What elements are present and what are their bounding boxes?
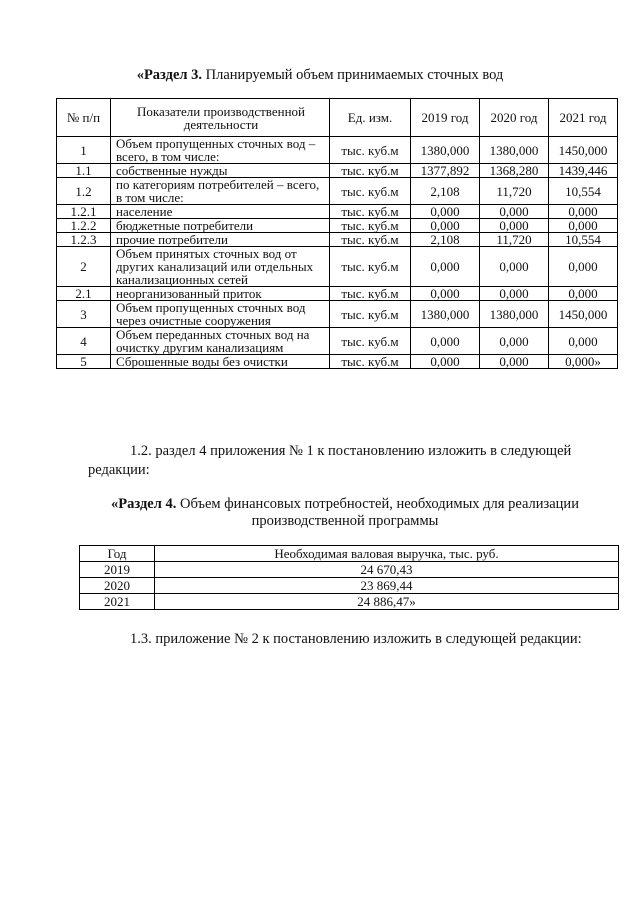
header-2020: 2020 год [480,99,549,137]
cell-y2021: 1450,000 [549,137,618,164]
cell-num: 1.1 [57,164,111,178]
table-row [57,178,618,205]
cell-name: население [111,205,330,219]
cell-value: 24 886,47» [155,594,619,610]
cell-y2019: 2,108 [411,178,480,205]
cell-y2019: 1377,892 [411,164,480,178]
cell-num: 5 [57,355,111,369]
table-row [57,137,618,164]
header-2021: 2021 год [549,99,618,137]
cell-year: 2020 [80,578,155,594]
cell-y2021: 0,000 [549,247,618,287]
cell-unit: тыс. куб.м [330,301,411,328]
cell-num: 4 [57,328,111,355]
cell-name: Объем принятых сточных вод от других канализаций или отдельных канализационных сетей [111,247,330,287]
header-year: Год [80,546,155,562]
cell-y2019: 0,000 [411,205,480,219]
cell-name: прочие потребители [111,233,330,247]
cell-y2020: 0,000 [480,219,549,233]
cell-name: неорганизованный приток [111,287,330,301]
cell-num: 1.2.1 [57,205,111,219]
table-row [57,205,618,219]
table-row [57,233,618,247]
cell-year: 2021 [80,594,155,610]
cell-y2020: 0,000 [480,247,549,287]
cell-num: 2.1 [57,287,111,301]
cell-y2020: 1380,000 [480,301,549,328]
cell-unit: тыс. куб.м [330,137,411,164]
section4-table [79,545,619,610]
table-row [80,578,619,594]
cell-unit: тыс. куб.м [330,328,411,355]
cell-num: 1.2.3 [57,233,111,247]
cell-name: Объем пропущенных сточных вод – всего, в том числе: [111,137,330,164]
section3-title: «Раздел 3. Планируемый объем принимаемых сточных вод [136,67,504,83]
table-row [57,164,618,178]
cell-name: Объем пропущенных сточных вод через очистные сооружения [111,301,330,328]
cell-y2019: 1380,000 [411,137,480,164]
cell-num: 3 [57,301,111,328]
cell-y2019: 1380,000 [411,301,480,328]
cell-num: 1.2.2 [57,219,111,233]
cell-unit: тыс. куб.м [330,287,411,301]
cell-value: 23 869,44 [155,578,619,594]
header-unit: Ед. изм. [330,99,411,137]
cell-unit: тыс. куб.м [330,178,411,205]
cell-num: 1 [57,137,111,164]
cell-y2021: 0,000 [549,287,618,301]
cell-y2020: 1368,280 [480,164,549,178]
header-value: Необходимая валовая выручка, тыс. руб. [155,546,619,562]
table-row [57,287,618,301]
header-name: Показатели производственной деятельности [111,99,330,137]
table-header-row [57,99,618,137]
cell-y2021: 0,000» [549,355,618,369]
cell-unit: тыс. куб.м [330,219,411,233]
cell-name: Объем переданных сточных вод на очистку другим канализациям [111,328,330,355]
section4-title: «Раздел 4. Объем финансовых потребностей, необходимых для реализации производственной программы [111,496,579,529]
cell-y2019: 0,000 [411,219,480,233]
cell-y2020: 11,720 [480,178,549,205]
cell-y2020: 0,000 [480,355,549,369]
cell-name: по категориям потребителей – всего, в том числе: [111,178,330,205]
cell-y2021: 1450,000 [549,301,618,328]
cell-name: бюджетные потребители [111,219,330,233]
table-row [57,247,618,287]
table-header-row [80,546,619,562]
paragraph-1-2: 1.2. раздел 4 приложения № 1 к постановлению изложить в следующей редакции: [88,443,572,478]
cell-y2021: 10,554 [549,233,618,247]
table-row [57,219,618,233]
section3-table [56,98,618,369]
cell-y2021: 0,000 [549,219,618,233]
cell-unit: тыс. куб.м [330,164,411,178]
cell-year: 2019 [80,562,155,578]
cell-name: Сброшенные воды без очистки [111,355,330,369]
cell-y2020: 11,720 [480,233,549,247]
cell-unit: тыс. куб.м [330,233,411,247]
cell-y2019: 2,108 [411,233,480,247]
cell-name: собственные нужды [111,164,330,178]
cell-y2020: 0,000 [480,287,549,301]
header-2019: 2019 год [411,99,480,137]
cell-y2019: 0,000 [411,247,480,287]
cell-y2019: 0,000 [411,355,480,369]
table-row [80,562,619,578]
cell-unit: тыс. куб.м [330,247,411,287]
cell-y2021: 10,554 [549,178,618,205]
cell-num: 1.2 [57,178,111,205]
cell-y2021: 0,000 [549,205,618,219]
cell-value: 24 670,43 [155,562,619,578]
cell-y2021: 1439,446 [549,164,618,178]
cell-y2019: 0,000 [411,328,480,355]
cell-unit: тыс. куб.м [330,205,411,219]
table-row [80,594,619,610]
header-num: № п/п [57,99,111,137]
cell-y2019: 0,000 [411,287,480,301]
table-row [57,328,618,355]
table-row [57,301,618,328]
cell-y2020: 0,000 [480,205,549,219]
cell-y2020: 1380,000 [480,137,549,164]
cell-y2021: 0,000 [549,328,618,355]
cell-unit: тыс. куб.м [330,355,411,369]
table-row [57,355,618,369]
cell-num: 2 [57,247,111,287]
paragraph-1-3: 1.3. приложение № 2 к постановлению изложить в следующей редакции: [130,631,582,647]
cell-y2020: 0,000 [480,328,549,355]
